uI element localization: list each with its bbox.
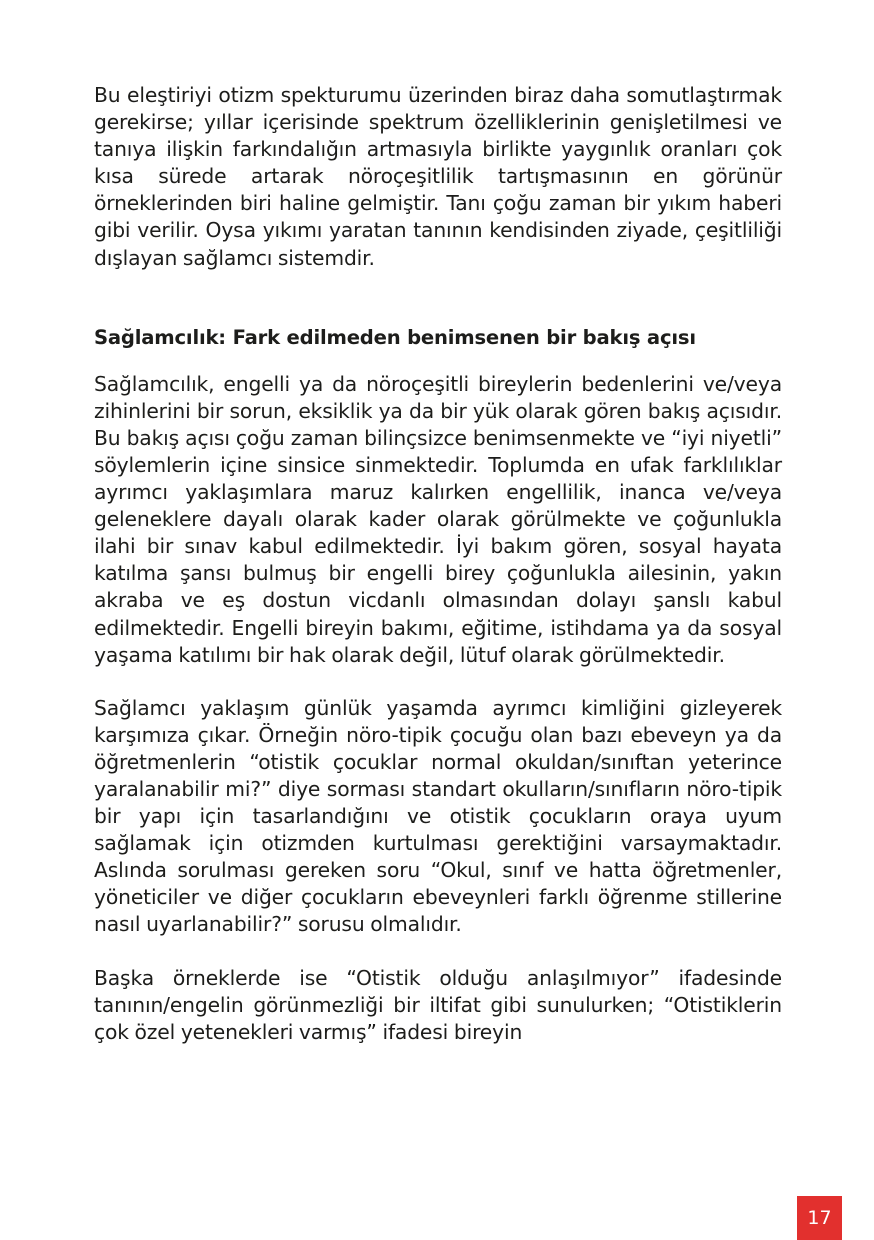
page-content [94,82,782,1046]
section-heading: Sağlamcılık: Fark edilmeden benimsenen bir bakış açısı [94,325,696,349]
page-number-badge [797,1196,842,1240]
intro-paragraph: Bu eleştiriyi otizm spekturumu üzerinden biraz daha somutlaştırmak gerekirse; yıllar içerisinde spektrum özelliklerinin genişletilmesi ve tanıya ilişkin farkındalığın artmasıyla birlikte yaygınlık oranları çok kısa sürede artarak nöroçeşitlilik tartışmasının en görünür örneklerinden biri haline gelmiştir. Tanı çoğu zaman bir yıkım haberi gibi verilir. Oysa yıkımı yaratan tanının kendisinden ziyade, çeşitliliği dışlayan sağlamcı sistemdir. [94,83,782,270]
page-number: 17 [807,1207,832,1229]
body-paragraph-daily-life: Sağlamcı yaklaşım günlük yaşamda ayrımcı kimliğini gizleyerek karşımıza çıkar. Örneğin nöro-tipik çocuğu olan bazı ebeveyn ya da öğretmenlerin “otistik çocuklar normal okuldan/sınıftan yeterince yaralanabilir mi?” diye sorması standart okulların/sınıfların nöro-tipik bir yapı için tasarlandığını ve otistik çocukların oraya uyum sağlamak için otizmden kurtulması gerektiğini varsaymaktadır. Aslında sorulması gereken soru “Okul, sınıf ve hatta öğretmenler, yöneticiler ve diğer çocukların ebeveynleri farklı öğrenme stillerine nasıl uyarlanabilir?” sorusu olmalıdır. [94,695,782,937]
body-paragraph-ableism-definition: Sağlamcılık, engelli ya da nöroçeşitli bireylerin bedenlerini ve/veya zihinlerini bir sorun, eksiklik ya da bir yük olarak gören bakış açısıdır. Bu bakış açısı çoğu zaman bilinçsizce benimsenmekte ve “iyi niyetli” söylemlerin içine sinsice sinmektedir. Toplumda en ufak farklılıklar ayrımcı yaklaşımlara maruz kalırken engellilik, inanca ve/veya geleneklere dayalı olarak kader olarak görülmekte ve çoğunlukla ilahi bir sınav kabul edilmektedir. İyi bakım gören, sosyal hayata katılma şansı bulmuş bir engelli birey çoğunlukla ailesinin, yakın akraba ve eş dostun vicdanlı olmasından dolayı şanslı kabul edilmektedir. Engelli bireyin bakımı, eğitime, istihdama ya da sosyal yaşama katılımı bir hak olarak değil, lütuf olarak görülmektedir. [94,371,782,667]
body-paragraph-other-examples: Başka örneklerde ise “Otistik olduğu anlaşılmıyor” ifadesinde tanının/engelin görünmezliği bir iltifat gibi sunulurken; “Otistiklerin çok özel yetenekleri varmış” ifadesi bireyin [94,965,782,1044]
